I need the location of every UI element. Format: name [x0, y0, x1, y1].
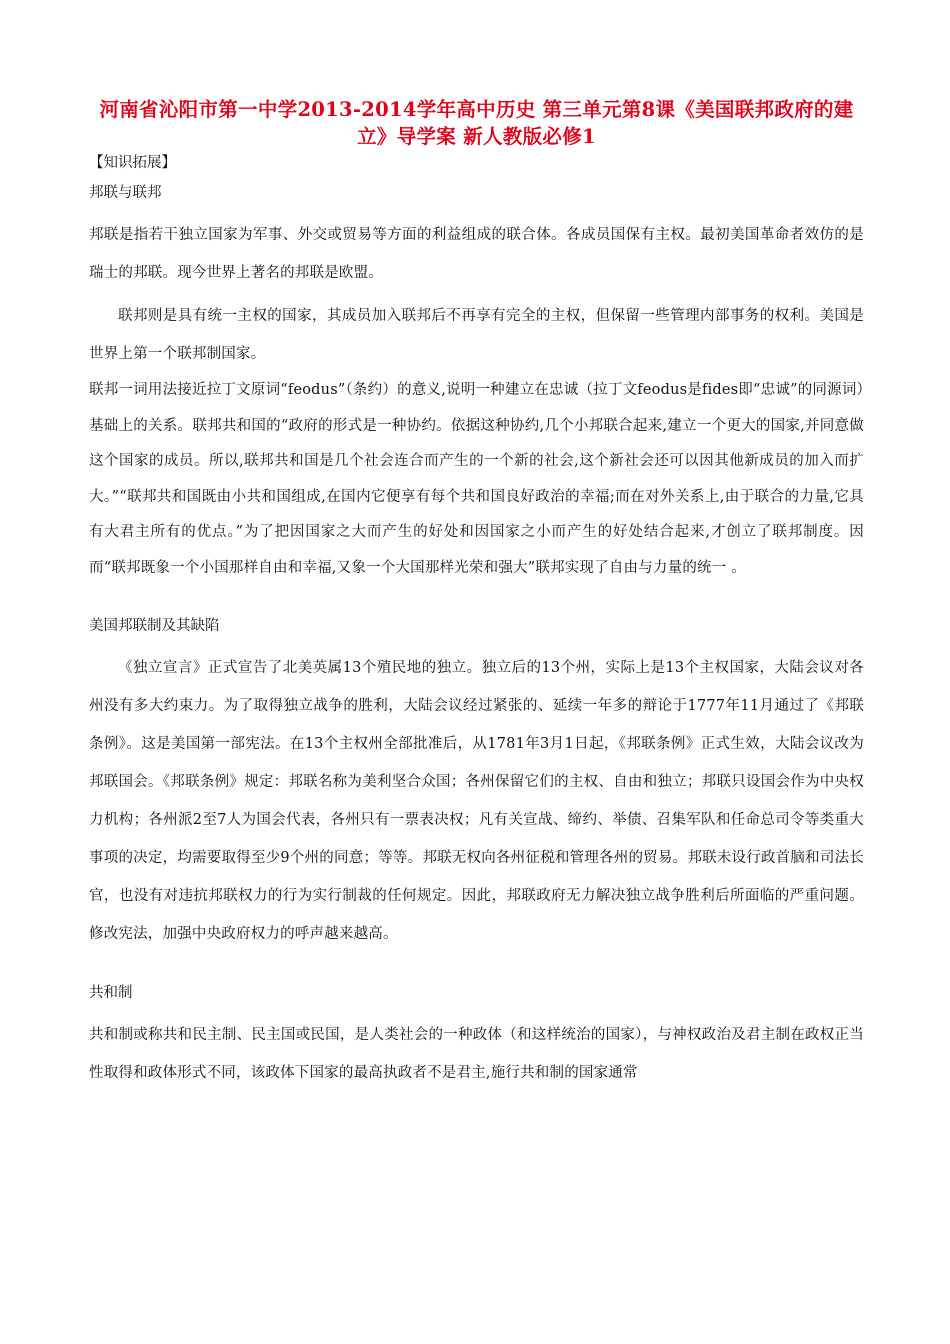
section-heading-republic: 共和制 — [89, 985, 133, 1001]
document-page — [89, 96, 864, 1092]
paragraph-federation: 联邦则是具有统一主权的国家，其成员加入联邦后不再享有完全的主权，但保留一些管理内部事务的权利。美国是世界上第一个联邦制国家。 — [89, 308, 864, 362]
paragraph-confederation: 邦联是指若干独立国家为军事、外交或贸易等方面的利益组成的联合体。各成员国保有主权。最初美国革命者效仿的是瑞士的邦联。现今世界上著名的邦联是欧盟。 — [89, 227, 864, 281]
section-heading-confederation-federation: 邦联与联邦 — [89, 185, 162, 201]
section-label: 【知识拓展】 — [89, 155, 176, 171]
paragraph-feodus: 联邦一词用法接近拉丁文原词“feodus”（条约）的意义,说明一种建立在忠诚（拉丁文feodus是fides即“忠诚”的同源词）基础上的关系。联邦共和国的“政府的形式是一种协约。依据这种协约,几个小邦联合起来,建立一个更大的国家,并同意做这个国家的成员。所以,联邦共和国是几个社会连合而产生的一个新的社会,这个新社会还可以因其他新成员的加入而扩大。”“联邦共和国既由小共和国组成,在国内它便享有每个共和国良好政治的幸福;而在对外关系上,由于联合的力量,它具有大君主所有的优点。”为了把因国家之大而产生的好处和因国家之小而产生的好处结合起来,才创立了联邦制度。因而“联邦既象一个小国那样自由和幸福,又象一个大国那样光荣和强大”联邦实现了自由与力量的统一 。 — [89, 382, 864, 576]
document-title: 河南省沁阳市第一中学2013-2014学年高中历史 第三单元第8课《美国联邦政府的建立》导学案 新人教版必修1 — [99, 98, 854, 148]
paragraph-articles-of-confederation: 《独立宣言》正式宣告了北美英属13个殖民地的独立。独立后的13个州，实际上是13个主权国家，大陆会议对各州没有多大约束力。为了取得独立战争的胜利，大陆会议经过紧张的、延续一年多的辩论于1777年11月通过了《邦联条例》。这是美国第一部宪法。在13个主权州全部批准后，从1781年3月1日起，《邦联条例》正式生效，大陆会议改为邦联国会。《邦联条例》规定：邦联名称为美利坚合众国；各州保留它们的主权、自由和独立；邦联只设国会作为中央权力机构；各州派2至7人为国会代表，各州只有一票表决权；凡有关宣战、缔约、举债、召集军队和任命总司令等类重大事项的决定，均需要取得至少9个州的同意；等等。邦联无权向各州征税和管理各州的贸易。邦联未设行政首脑和司法长官，也没有对违抗邦联权力的行为实行制裁的任何规定。因此，邦联政府无力解决独立战争胜利后所面临的严重问题。修改宪法，加强中央政府权力的呼声越来越高。 — [89, 660, 864, 942]
paragraph-republic: 共和制或称共和民主制、民主国或民国，是人类社会的一种政体（和这样统治的国家），与神权政治及君主制在政权正当性取得和政体形式不同，该政体下国家的最高执政者不是君主,施行共和制的国家通常 — [89, 1027, 864, 1081]
section-heading-us-confederation: 美国邦联制及其缺陷 — [89, 618, 220, 634]
